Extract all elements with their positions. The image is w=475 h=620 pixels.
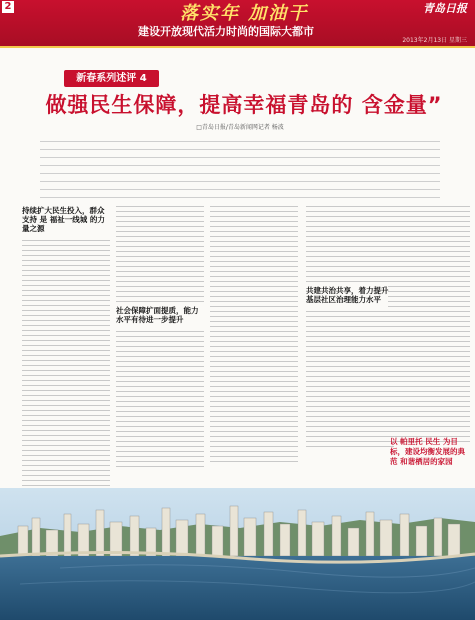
city-skyline-photo [0,488,475,620]
article-column-4 [306,202,394,447]
header-subslogan: 建设开放现代活力时尚的国际大都市 [138,26,314,38]
lead-paragraph [40,134,440,198]
byline: □青岛日报/青岛新闻网记者 杨波 [196,124,284,131]
newspaper-logo: 青岛日报 [423,2,467,15]
subhead-1: 持续扩大民生投入，群众支持 是 福祉一线城 的力量之源 [22,206,105,233]
article-column-3 [210,202,298,462]
subhead-4: 以 帕里托 民生 为目标，建设均衡发展的典范 和谐栖居的家园 [390,437,465,466]
column-kicker: 新春系列述评 4 [64,70,159,87]
subhead-3: 共建共治共享，着力提升 基层社区治理能力水平 [306,286,389,304]
header-slogan: 落实年 加油干 [180,3,309,24]
subhead-2: 社会保障扩面提质，能力水平有待进一步提升 [116,306,199,324]
article-column-1 [22,202,110,496]
header-date: 2013年2月13日 星期三 [402,37,467,44]
article-column-5 [388,202,470,442]
header-rule [0,46,475,48]
page-number: 2 [2,1,14,13]
headline: 做强民生保障，提高幸福青岛的 含金量” [45,93,443,117]
header-band [0,0,475,46]
article-column-2 [116,202,204,467]
